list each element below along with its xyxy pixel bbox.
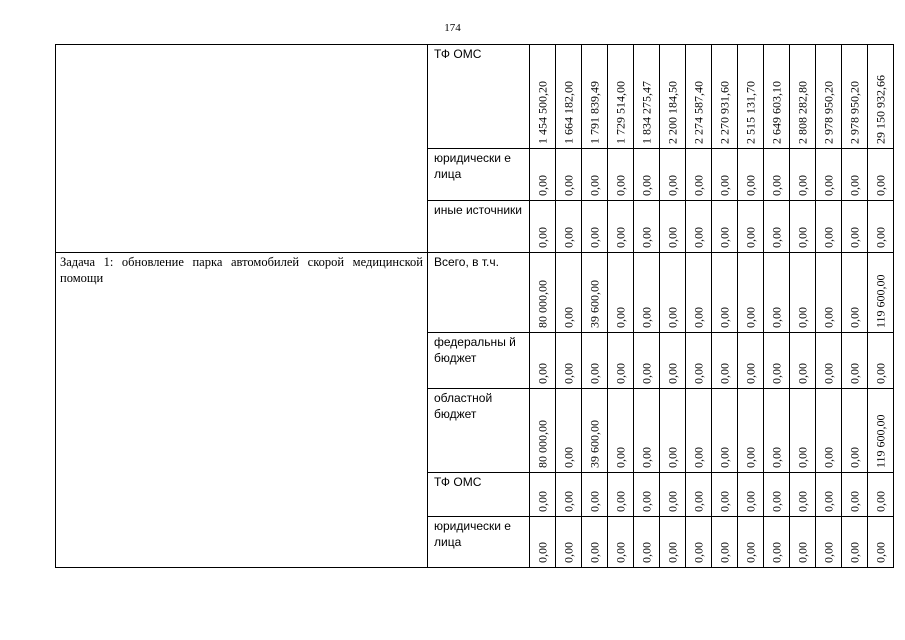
value-cell <box>842 149 868 201</box>
value-cell <box>660 45 686 149</box>
value-text: 0,00 <box>665 491 679 512</box>
value-text: 0,00 <box>691 175 705 196</box>
value-text: 0,00 <box>821 447 835 468</box>
value-cell <box>660 517 686 568</box>
value-text: 2 274 587,40 <box>691 81 705 144</box>
value-cell <box>868 149 894 201</box>
value-text: 0,00 <box>639 307 653 328</box>
value-text: 1 664 182,00 <box>561 81 575 144</box>
value-text: 0,00 <box>665 447 679 468</box>
value-cell <box>686 333 712 389</box>
value-cell <box>582 517 608 568</box>
value-text: 0,00 <box>561 227 575 248</box>
value-cell <box>556 149 582 201</box>
value-cell <box>790 149 816 201</box>
task-cell: Задача 1: обновление парка автомобилей скорой медицинской помощи <box>56 253 428 568</box>
value-cell <box>868 201 894 253</box>
value-cell <box>608 149 634 201</box>
value-cell <box>608 389 634 473</box>
value-text: 0,00 <box>743 491 757 512</box>
value-text: 0,00 <box>587 175 601 196</box>
value-cell <box>790 45 816 149</box>
value-cell <box>530 253 556 333</box>
value-text: 1 834 275,47 <box>639 81 653 144</box>
value-cell <box>556 45 582 149</box>
funding-source-cell: юридически е лица <box>428 517 530 568</box>
value-text: 0,00 <box>535 175 549 196</box>
value-text: 0,00 <box>717 175 731 196</box>
value-text: 0,00 <box>717 447 731 468</box>
value-text: 0,00 <box>769 227 783 248</box>
funding-source-cell: федеральны й бюджет <box>428 333 530 389</box>
value-cell <box>686 253 712 333</box>
value-text: 1 791 839,49 <box>587 81 601 144</box>
value-cell <box>660 473 686 517</box>
funding-source-cell: иные источники <box>428 201 530 253</box>
value-cell <box>816 45 842 149</box>
value-cell <box>816 333 842 389</box>
value-text: 0,00 <box>665 175 679 196</box>
value-cell <box>634 149 660 201</box>
value-cell <box>816 201 842 253</box>
budget-table <box>55 44 894 568</box>
funding-source-cell: областной бюджет <box>428 389 530 473</box>
value-text: 0,00 <box>847 542 861 563</box>
value-text: 0,00 <box>665 542 679 563</box>
value-text: 0,00 <box>691 363 705 384</box>
value-cell <box>764 333 790 389</box>
funding-source-cell: юридически е лица <box>428 149 530 201</box>
value-cell <box>608 473 634 517</box>
value-cell <box>790 517 816 568</box>
value-cell <box>530 333 556 389</box>
value-text: 0,00 <box>769 307 783 328</box>
value-text: 0,00 <box>665 307 679 328</box>
value-text: 2 270 931,60 <box>717 81 731 144</box>
value-text: 1 454 500,20 <box>535 81 549 144</box>
value-text: 0,00 <box>847 447 861 468</box>
value-cell <box>634 333 660 389</box>
value-text: 0,00 <box>847 175 861 196</box>
value-text: 0,00 <box>639 363 653 384</box>
value-cell <box>608 45 634 149</box>
value-cell <box>712 517 738 568</box>
value-cell <box>712 473 738 517</box>
value-text: 0,00 <box>587 363 601 384</box>
value-text: 0,00 <box>795 227 809 248</box>
value-cell <box>790 201 816 253</box>
value-text: 0,00 <box>795 542 809 563</box>
value-text: 0,00 <box>717 491 731 512</box>
value-text: 0,00 <box>847 227 861 248</box>
value-cell <box>868 473 894 517</box>
value-text: 80 000,00 <box>535 280 549 328</box>
value-cell <box>842 517 868 568</box>
value-text: 0,00 <box>769 363 783 384</box>
value-text: 0,00 <box>743 227 757 248</box>
value-cell <box>738 253 764 333</box>
value-text: 0,00 <box>795 491 809 512</box>
value-text: 0,00 <box>795 363 809 384</box>
value-text: 0,00 <box>847 307 861 328</box>
value-cell <box>634 389 660 473</box>
value-text: 0,00 <box>847 363 861 384</box>
value-cell <box>582 253 608 333</box>
value-text: 0,00 <box>717 542 731 563</box>
value-text: 0,00 <box>717 227 731 248</box>
value-cell <box>764 473 790 517</box>
value-text: 2 515 131,70 <box>743 81 757 144</box>
value-cell <box>686 517 712 568</box>
value-text: 0,00 <box>561 491 575 512</box>
value-cell <box>842 253 868 333</box>
value-text: 1 729 514,00 <box>613 81 627 144</box>
value-cell <box>686 45 712 149</box>
value-cell <box>556 333 582 389</box>
value-cell <box>634 253 660 333</box>
value-text: 0,00 <box>769 491 783 512</box>
value-cell <box>712 253 738 333</box>
value-cell <box>738 201 764 253</box>
value-cell <box>764 517 790 568</box>
value-cell <box>842 333 868 389</box>
value-text: 0,00 <box>587 491 601 512</box>
value-text: 0,00 <box>821 363 835 384</box>
value-cell <box>686 201 712 253</box>
value-text: 2 200 184,50 <box>665 81 679 144</box>
value-cell <box>712 333 738 389</box>
value-text: 0,00 <box>795 175 809 196</box>
value-cell <box>868 333 894 389</box>
value-text: 0,00 <box>821 175 835 196</box>
value-cell <box>582 201 608 253</box>
funding-source-cell: ТФ ОМС <box>428 473 530 517</box>
value-text: 0,00 <box>795 307 809 328</box>
value-text: 0,00 <box>561 542 575 563</box>
value-cell <box>608 333 634 389</box>
value-cell <box>530 517 556 568</box>
value-cell <box>608 517 634 568</box>
value-cell <box>582 45 608 149</box>
value-text: 0,00 <box>665 363 679 384</box>
value-cell <box>764 389 790 473</box>
value-text: 0,00 <box>821 307 835 328</box>
value-cell <box>790 473 816 517</box>
value-cell <box>738 389 764 473</box>
value-text: 0,00 <box>873 363 887 384</box>
value-cell <box>582 149 608 201</box>
value-cell <box>530 473 556 517</box>
value-text: 0,00 <box>613 447 627 468</box>
value-cell <box>634 517 660 568</box>
value-text: 0,00 <box>561 447 575 468</box>
page-number: 174 <box>444 22 461 34</box>
value-cell <box>556 253 582 333</box>
value-cell <box>686 149 712 201</box>
value-cell <box>842 389 868 473</box>
value-cell <box>712 201 738 253</box>
value-cell <box>868 517 894 568</box>
value-text: 2 649 603,10 <box>769 81 783 144</box>
value-text: 0,00 <box>743 307 757 328</box>
value-cell <box>660 389 686 473</box>
value-cell <box>530 149 556 201</box>
value-cell <box>712 45 738 149</box>
value-text: 0,00 <box>691 491 705 512</box>
value-text: 0,00 <box>561 175 575 196</box>
value-cell <box>556 201 582 253</box>
value-text: 0,00 <box>613 175 627 196</box>
value-cell <box>660 333 686 389</box>
value-text: 0,00 <box>873 491 887 512</box>
value-cell <box>738 149 764 201</box>
value-text: 0,00 <box>873 175 887 196</box>
value-cell <box>816 517 842 568</box>
value-text: 0,00 <box>561 307 575 328</box>
value-cell <box>738 45 764 149</box>
value-text: 0,00 <box>769 542 783 563</box>
value-cell <box>712 389 738 473</box>
value-text: 0,00 <box>743 447 757 468</box>
value-text: 0,00 <box>691 227 705 248</box>
value-cell <box>686 389 712 473</box>
value-cell <box>738 333 764 389</box>
value-text: 0,00 <box>613 491 627 512</box>
value-cell <box>582 333 608 389</box>
value-text: 0,00 <box>639 542 653 563</box>
value-text: 0,00 <box>769 175 783 196</box>
value-cell <box>868 389 894 473</box>
value-text: 0,00 <box>613 227 627 248</box>
value-text: 0,00 <box>587 542 601 563</box>
value-cell <box>764 201 790 253</box>
value-text: 0,00 <box>743 175 757 196</box>
value-text: 0,00 <box>717 307 731 328</box>
value-cell <box>634 473 660 517</box>
value-cell <box>530 45 556 149</box>
value-text: 0,00 <box>639 175 653 196</box>
value-text: 0,00 <box>847 491 861 512</box>
value-cell <box>816 389 842 473</box>
value-text: 0,00 <box>821 491 835 512</box>
value-text: 0,00 <box>821 542 835 563</box>
value-text: 0,00 <box>795 447 809 468</box>
value-text: 39 600,00 <box>587 420 601 468</box>
value-cell <box>582 473 608 517</box>
value-text: 0,00 <box>665 227 679 248</box>
value-text: 0,00 <box>535 363 549 384</box>
value-text: 0,00 <box>535 227 549 248</box>
value-cell <box>738 473 764 517</box>
value-cell <box>634 201 660 253</box>
value-cell <box>582 389 608 473</box>
value-text: 0,00 <box>639 447 653 468</box>
value-text: 29 150 932,66 <box>873 75 887 144</box>
value-cell <box>738 517 764 568</box>
value-cell <box>764 253 790 333</box>
value-cell <box>868 45 894 149</box>
value-cell <box>764 45 790 149</box>
value-cell <box>556 473 582 517</box>
value-text: 0,00 <box>769 447 783 468</box>
value-text: 2 978 950,20 <box>847 81 861 144</box>
value-text: 0,00 <box>561 363 575 384</box>
value-text: 0,00 <box>639 227 653 248</box>
value-text: 2 808 282,80 <box>795 81 809 144</box>
value-cell <box>608 201 634 253</box>
value-cell <box>660 149 686 201</box>
value-text: 0,00 <box>613 363 627 384</box>
value-text: 80 000,00 <box>535 420 549 468</box>
value-cell <box>556 517 582 568</box>
value-cell <box>608 253 634 333</box>
value-cell <box>712 149 738 201</box>
value-cell <box>634 45 660 149</box>
value-cell <box>556 389 582 473</box>
value-text: 119 600,00 <box>873 274 887 328</box>
value-cell <box>842 201 868 253</box>
value-text: 0,00 <box>613 542 627 563</box>
value-cell <box>790 253 816 333</box>
value-text: 119 600,00 <box>873 414 887 468</box>
value-cell <box>764 149 790 201</box>
value-cell <box>816 473 842 517</box>
value-text: 0,00 <box>743 542 757 563</box>
value-cell <box>816 149 842 201</box>
value-text: 39 600,00 <box>587 280 601 328</box>
table-row <box>56 45 894 149</box>
value-cell <box>816 253 842 333</box>
value-cell <box>530 201 556 253</box>
value-text: 0,00 <box>613 307 627 328</box>
value-text: 0,00 <box>587 227 601 248</box>
task-cell <box>56 45 428 253</box>
value-cell <box>660 253 686 333</box>
value-cell <box>790 333 816 389</box>
value-cell <box>530 389 556 473</box>
table-row <box>56 253 894 333</box>
value-text: 0,00 <box>743 363 757 384</box>
value-text: 0,00 <box>821 227 835 248</box>
value-cell <box>660 201 686 253</box>
value-text: 0,00 <box>691 307 705 328</box>
value-text: 0,00 <box>873 227 887 248</box>
value-text: 0,00 <box>873 542 887 563</box>
value-text: 2 978 950,20 <box>821 81 835 144</box>
funding-source-cell: Всего, в т.ч. <box>428 253 530 333</box>
value-cell <box>842 45 868 149</box>
value-text: 0,00 <box>535 542 549 563</box>
value-cell <box>842 473 868 517</box>
value-cell <box>790 389 816 473</box>
value-text: 0,00 <box>535 491 549 512</box>
value-text: 0,00 <box>691 542 705 563</box>
value-text: 0,00 <box>639 491 653 512</box>
funding-source-cell: ТФ ОМС <box>428 45 530 149</box>
value-cell <box>868 253 894 333</box>
value-text: 0,00 <box>717 363 731 384</box>
value-text: 0,00 <box>691 447 705 468</box>
value-cell <box>686 473 712 517</box>
